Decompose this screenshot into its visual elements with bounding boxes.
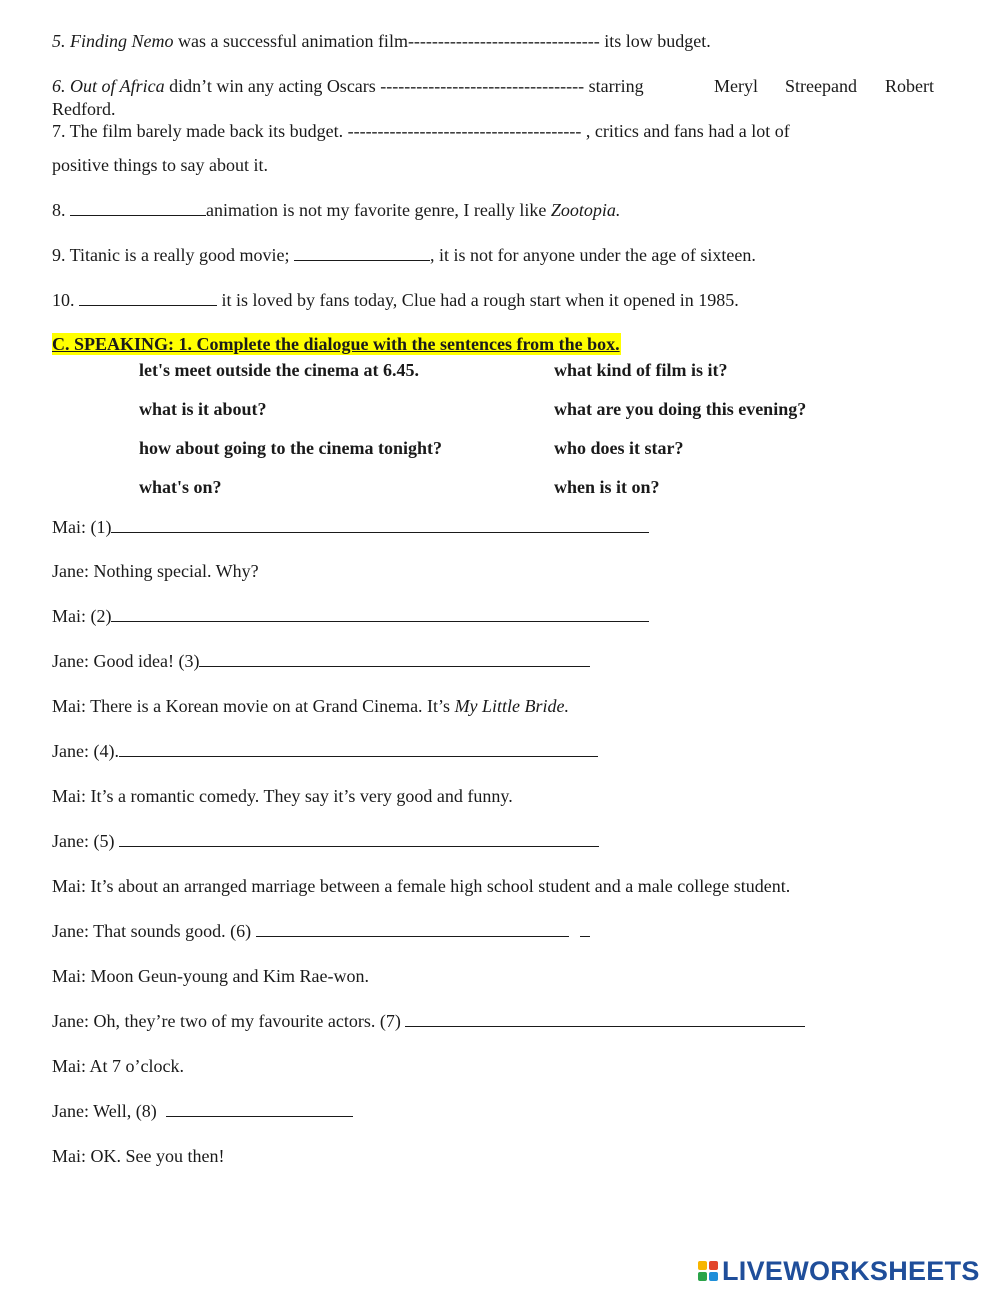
dialogue-line-5 (52, 695, 569, 717)
item-7-line-1: 7. The film barely made back its budget. --------------------------------------- , critics and fans had a lot of (52, 121, 790, 141)
dialogue-line-1 (52, 516, 649, 538)
item-10 (52, 289, 739, 311)
item-6-word-3: Robert (885, 76, 934, 96)
dialogue-line-9: Mai: It’s about an arranged marriage between a female high school student and a male college student. (52, 876, 791, 896)
dialogue-line-12 (52, 1010, 805, 1032)
item-6-word-2: Streepand (785, 76, 857, 96)
item-5-text: was a successful animation film-------------------------------- its low budget. (173, 31, 711, 51)
item-10-blank[interactable] (79, 289, 217, 306)
item-9-before: 9. Titanic is a really good movie; (52, 245, 294, 265)
logo-text: LIVEWORKSHEETS (722, 1255, 980, 1286)
dialogue-line-6 (52, 740, 598, 762)
box-option: what kind of film is it? (554, 360, 728, 380)
dialogue-speaker-text: Jane: That sounds good. (6) (52, 921, 256, 941)
dialogue-speaker-text: Jane: (4). (52, 741, 119, 761)
dialogue-speaker-text: Jane: Oh, they’re two of my favourite actors. (7) (52, 1011, 406, 1031)
item-8-text: animation is not my favorite genre, I really like (206, 200, 551, 220)
dialogue-line-15: Mai: OK. See you then! (52, 1146, 225, 1166)
item-6-line-2: Redford. (52, 99, 116, 119)
item-6 (52, 75, 644, 97)
answer-blank-5[interactable] (119, 830, 599, 847)
dialogue-line-10 (52, 920, 590, 942)
answer-blank-4[interactable] (119, 740, 598, 757)
film-title: My Little Bride. (454, 696, 570, 716)
item-10-text: it is loved by fans today, Clue had a rough start when it opened in 1985. (217, 290, 739, 310)
box-option: how about going to the cinema tonight? (139, 438, 443, 458)
item-8-number: 8. (52, 200, 70, 220)
dialogue-speaker-text: Jane: (5) (52, 831, 119, 851)
answer-blank-1[interactable] (111, 516, 649, 533)
dialogue-speaker-text: Jane: Good idea! (3) (52, 651, 200, 671)
dialogue-line-3 (52, 605, 649, 627)
item-5-number: 5. (52, 31, 70, 51)
box-option: what's on? (139, 477, 222, 497)
dialogue-line-14 (52, 1100, 353, 1122)
liveworksheets-logo (698, 1255, 980, 1287)
logo-grid-icon (698, 1261, 718, 1281)
dialogue-line-8 (52, 830, 599, 852)
item-9 (52, 244, 756, 266)
item-6-text: didn’t win any acting Oscars ---------------------------------- starring (164, 76, 644, 96)
item-6-film: Out of Africa (70, 76, 165, 96)
box-option: what are you doing this evening? (554, 399, 807, 419)
dialogue-line-11: Mai: Moon Geun-young and Kim Rae-won. (52, 966, 369, 986)
item-7-line-2: positive things to say about it. (52, 155, 268, 175)
answer-blank-3[interactable] (199, 650, 590, 667)
answer-blank-6[interactable] (256, 920, 569, 937)
item-10-number: 10. (52, 290, 79, 310)
item-9-blank[interactable] (294, 244, 430, 261)
answer-blank-6-tail (580, 920, 590, 937)
box-option: let's meet outside the cinema at 6.45. (139, 360, 419, 380)
speaking-heading: C. SPEAKING: 1. Complete the dialogue with the sentences from the box. (52, 334, 620, 354)
item-5 (52, 30, 711, 52)
dialogue-line-4 (52, 650, 590, 672)
dialogue-speaker-text: Mai: (1) (52, 517, 112, 537)
item-9-after: , it is not for anyone under the age of sixteen. (429, 245, 756, 265)
item-5-film: Finding Nemo (70, 31, 174, 51)
item-8-film: Zootopia. (550, 200, 621, 220)
item-8-blank[interactable] (70, 199, 206, 216)
dialogue-text: Mai: There is a Korean movie on at Grand Cinema. It’s (52, 696, 455, 716)
dialogue-line-13: Mai: At 7 o’clock. (52, 1056, 184, 1076)
answer-blank-8[interactable] (166, 1100, 353, 1117)
dialogue-line-7: Mai: It’s a romantic comedy. They say it’s very good and funny. (52, 786, 513, 806)
box-option: what is it about? (139, 399, 267, 419)
dialogue-speaker-text: Mai: (2) (52, 606, 112, 626)
item-6-number: 6. (52, 76, 70, 96)
dialogue-speaker-text: Jane: Well, (8) (52, 1101, 162, 1121)
answer-blank-7[interactable] (405, 1010, 805, 1027)
answer-blank-2[interactable] (111, 605, 649, 622)
item-8 (52, 199, 620, 221)
box-option: who does it star? (554, 438, 684, 458)
box-option: when is it on? (554, 477, 660, 497)
item-6-word-1: Meryl (714, 76, 758, 96)
dialogue-line-2: Jane: Nothing special. Why? (52, 561, 259, 581)
